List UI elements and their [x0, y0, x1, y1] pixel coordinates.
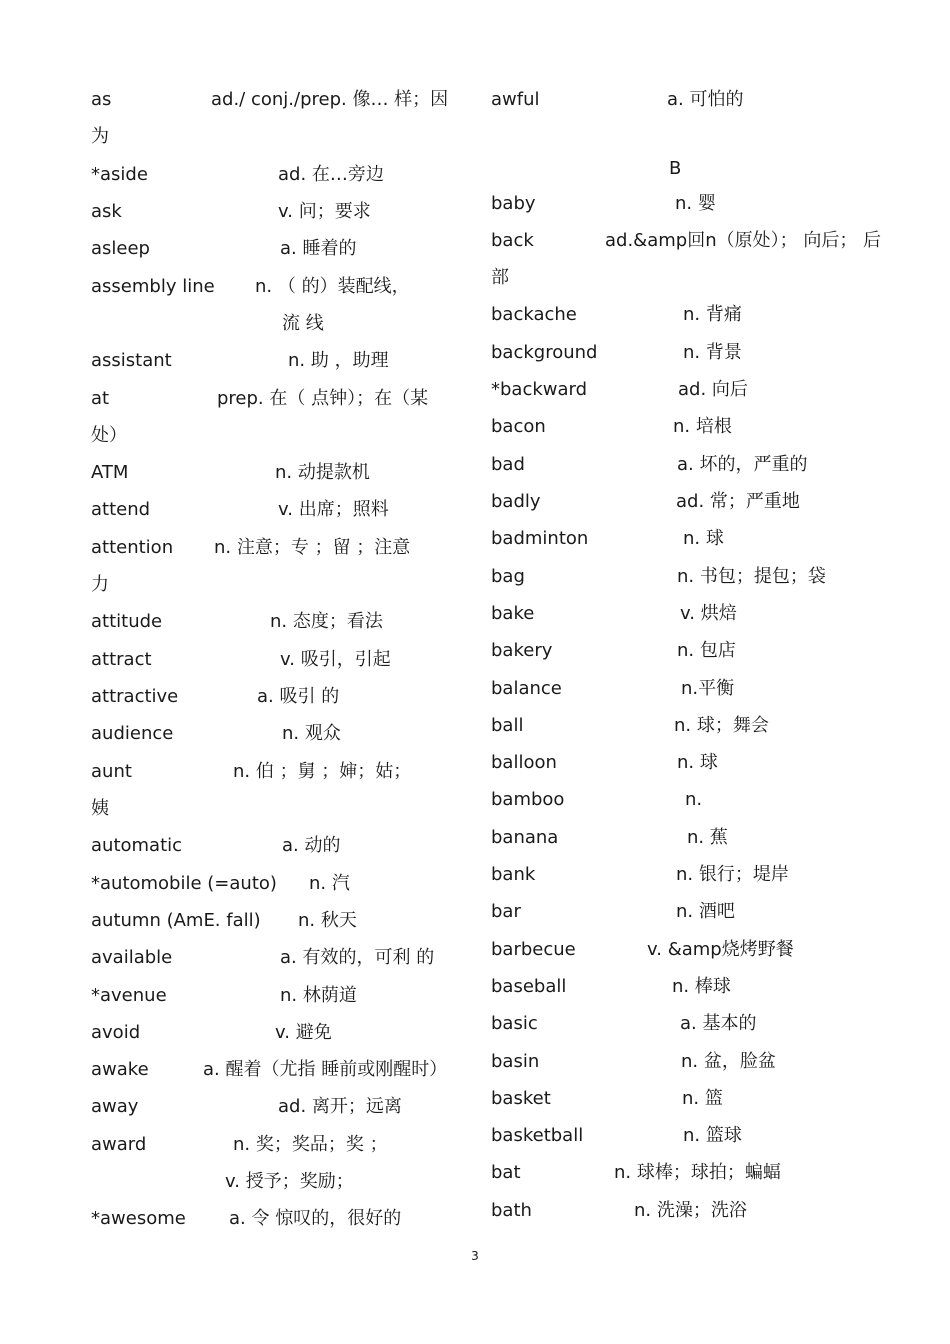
definition: n. 秋天: [298, 910, 357, 931]
headword: background: [491, 342, 598, 363]
headword: bamboo: [491, 789, 565, 810]
headword: back: [491, 230, 534, 251]
definition: n.: [685, 789, 703, 810]
page-number: 3: [471, 1249, 479, 1263]
definition: ad. 向后: [678, 379, 748, 400]
definition: n. 态度；看法: [270, 611, 383, 632]
definition: a. 有效的，可利 的: [280, 947, 435, 968]
headword: assistant: [91, 350, 172, 371]
headword: bank: [491, 864, 536, 885]
headword: away: [91, 1096, 139, 1117]
headword: assembly line: [91, 276, 215, 297]
headword: attention: [91, 537, 174, 558]
headword: aunt: [91, 761, 132, 782]
headword: badly: [491, 491, 541, 512]
headword: bad: [491, 454, 525, 475]
definition: n. 篮: [682, 1088, 723, 1109]
headword: basket: [491, 1088, 551, 1109]
definition-continuation: 力: [91, 574, 109, 595]
headword: autumn (AmE. fall): [91, 910, 261, 931]
definition: n. 书包；提包；袋: [677, 566, 826, 587]
definition: ad.&amp回n（原处）； 向后； 后: [605, 230, 882, 251]
definition: n. 背景: [683, 342, 742, 363]
headword: attract: [91, 649, 152, 670]
definition: ad. 离开；远离: [278, 1096, 402, 1117]
headword: attend: [91, 499, 151, 520]
definition: n. 酒吧: [676, 901, 735, 922]
definition: n. 奖；奖品；奖 ；: [233, 1134, 388, 1155]
definition: n. 助 ，助理: [288, 350, 389, 371]
definition: n. 篮球: [683, 1125, 742, 1146]
definition: n. 球: [677, 752, 718, 773]
definition: ad. 常；严重地: [676, 491, 800, 512]
definition: n. 婴: [675, 193, 716, 214]
headword: basketball: [491, 1125, 584, 1146]
headword: *aside: [91, 164, 148, 185]
headword: *avenue: [91, 985, 167, 1006]
definition-continuation: 姨: [91, 798, 109, 819]
definition: v. 吸引，引起: [280, 649, 391, 670]
definition: n. 盆，脸盆: [681, 1051, 776, 1072]
definition: n. 球；舞会: [674, 715, 769, 736]
headword: banana: [491, 827, 559, 848]
definition: n.平衡: [681, 678, 735, 699]
definition-continuation: 处）: [91, 425, 127, 446]
headword: *awesome: [91, 1208, 186, 1229]
definition: v. 避免: [275, 1022, 332, 1043]
headword: *automobile (=auto): [91, 873, 277, 894]
definition: a. 可怕的: [667, 89, 744, 110]
headword: awful: [491, 89, 540, 110]
headword: basin: [491, 1051, 540, 1072]
definition: ad./ conj./prep. 像… 样；因: [211, 89, 449, 110]
definition: a. 坏的，严重的: [677, 454, 808, 475]
definition: n. 背痛: [683, 304, 742, 325]
headword: at: [91, 388, 110, 409]
headword: backache: [491, 304, 577, 325]
definition-continuation: 流 线: [282, 313, 324, 334]
definition: v. 问；要求: [278, 201, 371, 222]
headword: available: [91, 947, 173, 968]
definition: n. 注意；专 ；留 ；注意: [214, 537, 411, 558]
definition: n. 观众: [282, 723, 341, 744]
headword: bake: [491, 603, 535, 624]
definition: n. 球棒；球拍；蝙蝠: [614, 1162, 781, 1183]
headword: badminton: [491, 528, 589, 549]
headword: balloon: [491, 752, 557, 773]
headword: *backward: [491, 379, 588, 400]
headword: audience: [91, 723, 174, 744]
definition: n. 银行；堤岸: [676, 864, 789, 885]
definition-continuation: 部: [491, 267, 509, 288]
definition: n. 球: [683, 528, 724, 549]
definition: n. （ 的）装配线，: [255, 276, 410, 297]
headword: avoid: [91, 1022, 141, 1043]
definition: a. 基本的: [680, 1013, 757, 1034]
definition: prep. 在（ 点钟）；在（某: [217, 388, 429, 409]
headword: baseball: [491, 976, 567, 997]
definition: v. 出席；照料: [278, 499, 389, 520]
headword: bakery: [491, 640, 553, 661]
definition: n. 洗澡；洗浴: [634, 1200, 747, 1221]
headword: balance: [491, 678, 562, 699]
definition: a. 令 惊叹的，很好的: [229, 1208, 402, 1229]
definition: ad. 在…旁边: [278, 164, 384, 185]
definition: v. &amp烧烤野餐: [647, 939, 794, 960]
headword: awake: [91, 1059, 149, 1080]
headword: bag: [491, 566, 525, 587]
definition: n. 动提款机: [275, 462, 370, 483]
headword: attractive: [91, 686, 179, 707]
definition: n. 蕉: [687, 827, 728, 848]
headword: as: [91, 89, 112, 110]
definition: n. 伯 ；舅 ；婶；姑；: [233, 761, 412, 782]
definition-continuation: 为: [91, 126, 109, 147]
headword: basic: [491, 1013, 538, 1034]
definition: n. 林荫道: [280, 985, 357, 1006]
section-letter-heading: B: [669, 158, 682, 179]
headword: award: [91, 1134, 147, 1155]
definition: a. 醒着（尤指 睡前或刚醒时）: [203, 1059, 448, 1080]
headword: ask: [91, 201, 122, 222]
headword: bat: [491, 1162, 521, 1183]
definition: a. 睡着的: [280, 238, 357, 259]
definition: a. 动的: [282, 835, 341, 856]
headword: bacon: [491, 416, 546, 437]
headword: barbecue: [491, 939, 576, 960]
headword: asleep: [91, 238, 150, 259]
definition: a. 吸引 的: [257, 686, 340, 707]
headword: attitude: [91, 611, 163, 632]
headword: automatic: [91, 835, 183, 856]
headword: bar: [491, 901, 521, 922]
definition: n. 包店: [677, 640, 736, 661]
definition: n. 汽: [309, 873, 350, 894]
headword: bath: [491, 1200, 532, 1221]
headword: ball: [491, 715, 524, 736]
headword: baby: [491, 193, 536, 214]
headword: ATM: [91, 462, 129, 483]
definition-continuation: v. 授予；奖励；: [225, 1171, 354, 1192]
definition: n. 棒球: [672, 976, 731, 997]
definition: n. 培根: [673, 416, 732, 437]
definition: v. 烘焙: [680, 603, 737, 624]
